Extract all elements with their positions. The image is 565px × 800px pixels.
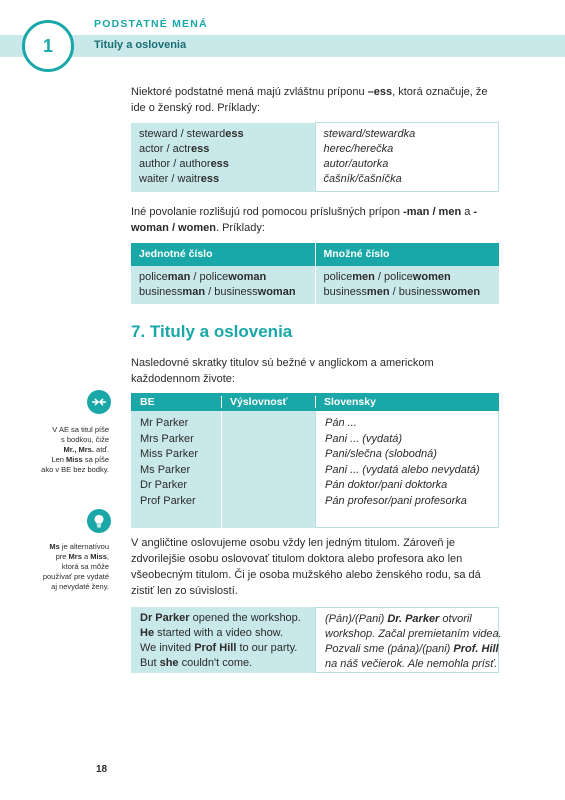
- singular-row: policeman / policewoman: [139, 271, 267, 283]
- ess-english-column: [131, 123, 315, 192]
- header-plural: Množné číslo: [315, 243, 499, 266]
- page-number: 18: [96, 764, 108, 775]
- ess-row: steward / stewardess: [139, 127, 244, 140]
- example-translation: Pozvali sme (pána)/(pani) Prof. Hill: [325, 643, 499, 655]
- example-translation: (Pán)/(Pani) Dr. Parker otvoril: [325, 613, 472, 625]
- intro-paragraph: [131, 84, 499, 116]
- pronunciation-column: [221, 411, 315, 528]
- intro-text-end: , ktorá označuje, že ide o ženský rod. Príklady:: [131, 86, 488, 114]
- title-be: Mrs Parker: [140, 432, 194, 445]
- title-be: Prof Parker: [140, 494, 196, 507]
- chapter-title: PODSTATNÉ MENÁ: [94, 18, 208, 30]
- ess-translation: autor/autorka: [323, 158, 389, 170]
- examples-english: [131, 607, 315, 673]
- addressing-paragraph: V angličtine oslovujeme osobu vždy len jedným titulom. Zároveň je zdvorilejšie osobu oslovovať titulom doktora alebo profesora ako len všeobecným titulom. Či je osoba mužského alebo ženského rodu, sa dá zistiť len zo súvislostí.: [131, 537, 481, 597]
- title-be: Dr Parker: [140, 479, 188, 491]
- example-translation: workshop. Začal premietaním videa.: [325, 628, 502, 640]
- ess-row: author / authoress: [139, 157, 229, 170]
- titles-table: [131, 393, 499, 528]
- ess-examples-table: [131, 122, 499, 192]
- title-sk: Pán profesor/pani profesorka: [325, 494, 467, 507]
- chapter-subtitle: Tituly a oslovenia: [94, 39, 187, 51]
- be-titles-column: [131, 411, 221, 528]
- sidebar-note-ae-dots: V AE sa titul píše s bodkou, čiže Mr., Mrs. atď. Len Miss sa píše ako v BE bez bodky.: [41, 425, 109, 474]
- header-singular: Jednotné číslo: [131, 243, 315, 266]
- title-be: Ms Parker: [140, 463, 191, 476]
- ess-row: waiter / waitress: [139, 172, 220, 185]
- plural-row: policemen / policewomen: [323, 271, 451, 283]
- lightbulb-icon: [87, 509, 111, 533]
- header-pronunciation: Výslovnosť: [230, 396, 288, 408]
- plural-row: businessmen / businesswomen: [323, 286, 481, 298]
- header-slovak: Slovensky: [324, 396, 376, 408]
- example-line: He started with a video show.: [140, 627, 284, 639]
- example-line: But she couldn't come.: [140, 657, 253, 669]
- title-sk: Pán doktor/pani doktorka: [325, 479, 448, 491]
- section-intro: Nasledovné skratky titulov sú bežné v anglickom a americkom každodennom živote:: [131, 357, 434, 385]
- examples-slovak: [315, 607, 502, 673]
- header-be: BE: [140, 396, 155, 408]
- example-line: Dr Parker opened the workshop.: [140, 612, 301, 624]
- title-be: Mr Parker: [140, 417, 189, 429]
- examples-table: [131, 607, 502, 673]
- title-sk: Pani/slečna (slobodná): [325, 448, 437, 460]
- title-sk: Pán ...: [325, 417, 357, 429]
- sidebar-note-ms: Ms je alternatívou pre Mrs a Miss, ktorá sa môže používať pre vydaté aj nevydaté ženy.: [42, 542, 109, 591]
- plural-column: [315, 266, 499, 304]
- chapter-header-bar: [0, 35, 565, 57]
- ess-translation: steward/stewardka: [323, 128, 416, 140]
- title-be: Miss Parker: [140, 448, 199, 460]
- slovak-titles-column: [315, 411, 499, 528]
- example-line: We invited Prof Hill to our party.: [140, 642, 298, 654]
- example-translation: na náš večierok. Ale nemohla prísť.: [325, 658, 498, 670]
- title-sk: Pani ... (vydatá): [325, 432, 403, 445]
- ess-suffix: –ess: [367, 86, 393, 98]
- ess-row: actor / actress: [139, 142, 210, 155]
- section-heading: 7. Tituly a oslovenia: [131, 322, 293, 341]
- arrows-converge-icon: [87, 390, 111, 414]
- singular-row: businessman / businesswoman: [139, 286, 296, 298]
- intro-text: Niektoré podstatné mená majú zvláštnu príponu: [131, 86, 368, 98]
- title-sk: Pani ... (vydatá alebo nevydatá): [325, 463, 480, 476]
- ess-slovak-column: [315, 123, 499, 192]
- gender-suffix-paragraph: Iné povolanie rozlišujú rod pomocou príslušných prípon -man / men a -woman / women. Príklady:: [131, 206, 478, 234]
- man-woman-table: [131, 243, 499, 304]
- singular-column: [131, 266, 315, 304]
- ess-translation: herec/herečka: [323, 143, 394, 155]
- chapter-number-badge: 1: [22, 20, 74, 72]
- ess-translation: čašník/čašníčka: [323, 173, 402, 185]
- titles-table-header: [131, 393, 499, 411]
